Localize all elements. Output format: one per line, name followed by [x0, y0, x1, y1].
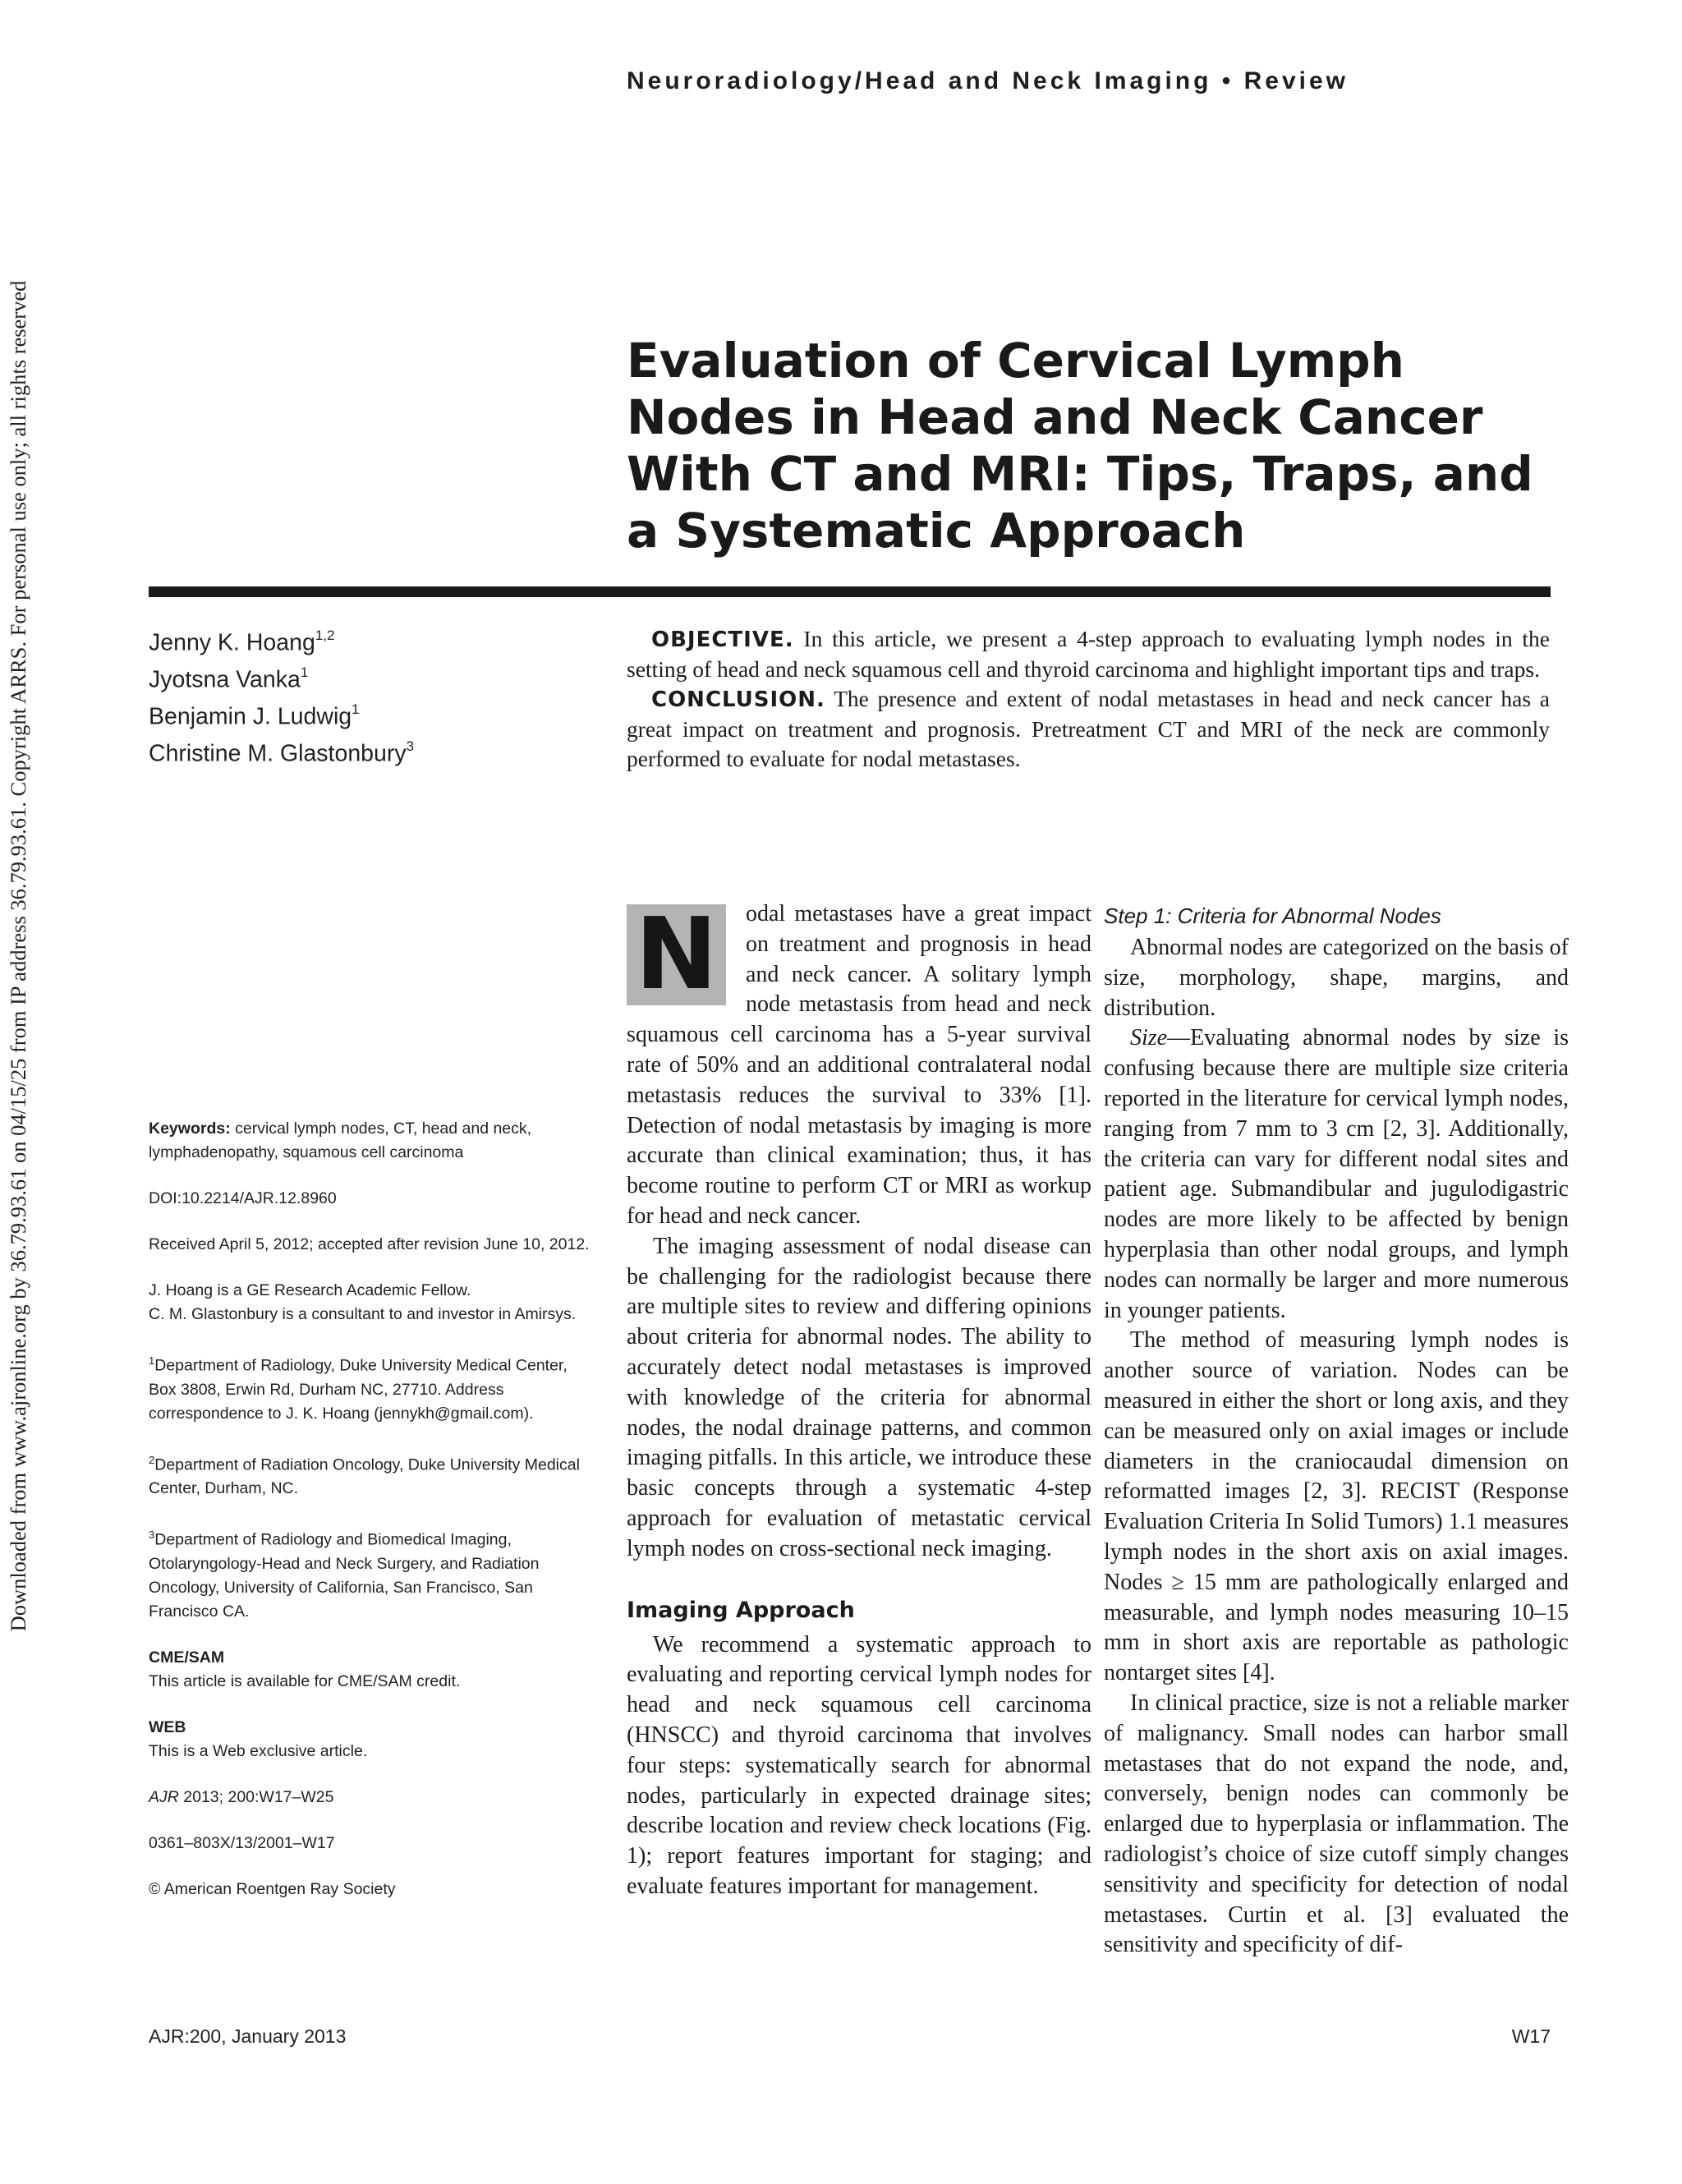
intro-paragraph — [627, 899, 1091, 1232]
citation-journal: AJR — [149, 1787, 179, 1806]
article-metadata — [149, 1117, 592, 1901]
body-column-right — [1104, 899, 1569, 1961]
author-affiliation: 1 — [300, 664, 309, 680]
body-paragraph: The imaging assessment of nodal disease can be challenging for the radiologist because there are multiple sites to review and differing opinions about criteria for abnormal nodes. The ability to accurately detect nodal metastases is improved with knowledge of the criteria for abnormal nodes, the nodal drainage patterns, and common imaging pitfalls. In this article, we introduce these basic concepts through a systematic 4-step approach for evaluation of metastatic cervical lymph nodes on cross-sectional neck imaging. — [627, 1233, 1091, 1561]
intro-text: odal metastases have a great impact on treatment and prognosis in head and neck cancer. A solitary lymph node metastasis from head and neck squamous cell carcinoma has a 5-year survival rate of 50% and an additional contralateral nodal metastasis reduces the survival to 33% [1]. Detection of nodal metastasis by imaging is more accurate than clinical examination; thus, it has become routine to perform CT or MRI as workup for head and neck cancer. — [627, 901, 1091, 1229]
run-in-heading: Size — [1130, 1025, 1168, 1051]
affiliation-number: 2 — [149, 1453, 155, 1466]
drop-cap: N — [627, 904, 726, 1005]
download-notice: Downloaded from www.ajronline.org by 36.79.93.61 on 04/15/25 from IP address 36.79.93.61. Copyright ARRS. For personal use only; all rights reserved — [6, 280, 30, 1632]
title-divider — [149, 586, 1551, 597]
body-paragraph: In clinical practice, size is not a reliable marker of malignancy. Small nodes can harbor small metastases that do not expand the node, and, conversely, benign nodes can commonly be enlarged due to hyperplasia or inflammation. The radiologist’s choice of size cutoff simply changes sensitivity and specificity for detection of nodal metastases. Curtin et al. [3] evaluated the sensitivity and specificity of dif- — [1104, 1690, 1569, 1958]
received-date: Received April 5, 2012; accepted after revision June 10, 2012. — [149, 1235, 590, 1253]
author-name: Jenny K. Hoang — [149, 629, 315, 656]
objective-text: In this article, we present a 4-step approach to evaluating lymph nodes in the setting of head and neck squamous cell and thyroid carcinoma and highlight important tips and traps. — [627, 626, 1550, 682]
abstract — [627, 624, 1550, 774]
cme-label: CME/SAM — [149, 1648, 225, 1667]
affiliation-number: 3 — [149, 1529, 155, 1541]
author-name: Jyotsna Vanka — [149, 666, 301, 693]
abstract-conclusion — [627, 684, 1550, 774]
paragraph-text: —Evaluating abnormal nodes by size is confusing because there are multiple size criteria reported in the literature for cervical lymph nodes, ranging from 7 mm to 3 cm [2, 3]. Additionally, the criteria can vary for different nodal sites and patient age. Submandibular and jugulodigastric nodes are more likely to be affected by benign hyperplasia than other nodal groups, and lymph nodes can normally be larger and more numerous in younger patients. — [1104, 1025, 1569, 1323]
author — [149, 622, 477, 659]
subsection-heading: Step 1: Criteria for Abnormal Nodes — [1104, 903, 1441, 928]
title-line: a Systematic Approach — [627, 503, 1246, 559]
web-label: WEB — [149, 1717, 186, 1736]
conclusion-text: The presence and extent of nodal metastases in head and neck cancer has a great impact on treatment and prognosis. Pretreatment CT and MRI of the neck are commonly performed to evaluate for nodal metastases. — [627, 686, 1550, 771]
citation — [149, 1786, 592, 1809]
article-title — [627, 333, 1571, 559]
cme-text: This article is available for CME/SAM credit. — [149, 1671, 461, 1690]
conclusion-label: CONCLUSION. — [651, 687, 825, 712]
affiliation-text: Department of Radiology, Duke University Medical Center, Box 3808, Erwin Rd, Durham NC, 27710. Address correspondence to J. K. Hoang (jennykh@gmail.com). — [149, 1356, 568, 1423]
affiliation-number: 1 — [149, 1354, 155, 1367]
keywords-text: cervical lymph nodes, CT, head and neck, lymphadenopathy, squamous cell carcinoma — [149, 1120, 532, 1161]
author-list — [149, 622, 477, 770]
affiliation-text: Department of Radiology and Biomedical Imaging, Otolaryngology-Head and Neck Surgery, and Radiation Oncology, University of California, San Francisco, San Francisco CA. — [149, 1530, 540, 1621]
author — [149, 659, 477, 696]
author-name: Benjamin J. Ludwig — [149, 703, 352, 730]
title-line: Evaluation of Cervical Lymph — [627, 333, 1404, 389]
section-heading: Imaging Approach — [627, 1597, 855, 1623]
author-affiliation: 3 — [406, 738, 415, 754]
title-line: Nodes in Head and Neck Cancer — [627, 389, 1483, 445]
keywords-label: Keywords: — [149, 1120, 231, 1138]
section-header: Neuroradiology/Head and Neck Imaging • Review — [627, 67, 1349, 94]
affiliation-text: Department of Radiation Oncology, Duke University Medical Center, Durham, NC. — [149, 1455, 580, 1497]
footer-page-number: W17 — [1511, 2025, 1551, 2047]
body-paragraph — [1104, 1023, 1569, 1326]
author-affiliation: 1 — [352, 701, 360, 717]
body-paragraph: We recommend a systematic approach to evaluating and reporting cervical lymph nodes for head and neck squamous cell carcinoma (HNSCC) and thyroid carcinoma that involves four steps: systematically search for abnormal nodes, particularly in expected drainage sites; describe location and review check locations (Fig. 1); report features important for staging; and evaluate features important for management. — [627, 1631, 1091, 1899]
copyright: © American Roentgen Ray Society — [149, 1879, 396, 1898]
citation-details: 2013; 200:W17–W25 — [178, 1787, 334, 1806]
body-paragraph: The method of measuring lymph nodes is another source of variation. Nodes can be measured in either the short or long axis, and they can be measured only on axial images or include diameters in the craniocaudal dimension on reformatted images [2, 3]. RECIST (Response Evaluation Criteria In Solid Tumors) 1.1 measures lymph nodes in the short axis on axial images. Nodes ≥ 15 mm are pathologically enlarged and measurable, and lymph nodes measuring 10–15 mm in short axis are reportable as pathologic nontarget sites [4]. — [1104, 1327, 1569, 1686]
author — [149, 696, 477, 733]
footer-journal-issue: AJR:200, January 2013 — [149, 2025, 347, 2047]
objective-label: OBJECTIVE. — [651, 628, 794, 652]
author-note: J. Hoang is a GE Research Academic Fellow. — [149, 1281, 471, 1299]
affiliation-1 — [149, 1349, 592, 1426]
affiliation-3 — [149, 1523, 592, 1624]
affiliation-2 — [149, 1448, 592, 1501]
keywords — [149, 1117, 592, 1165]
abstract-objective — [627, 624, 1550, 684]
body-column-left — [627, 899, 1091, 1902]
author-note: C. M. Glastonbury is a consultant to and investor in Amirsys. — [149, 1305, 577, 1323]
issn: 0361–803X/13/2001–W17 — [149, 1833, 335, 1852]
author-affiliation: 1,2 — [315, 628, 335, 643]
author — [149, 733, 477, 770]
web-text: This is a Web exclusive article. — [149, 1741, 368, 1760]
title-line: With CT and MRI: Tips, Traps, and — [627, 446, 1533, 502]
body-paragraph: Abnormal nodes are categorized on the basis of size, morphology, shape, margins, and distribution. — [1104, 935, 1569, 1021]
author-name: Christine M. Glastonbury — [149, 740, 407, 767]
doi: DOI:10.2214/AJR.12.8960 — [149, 1189, 337, 1207]
